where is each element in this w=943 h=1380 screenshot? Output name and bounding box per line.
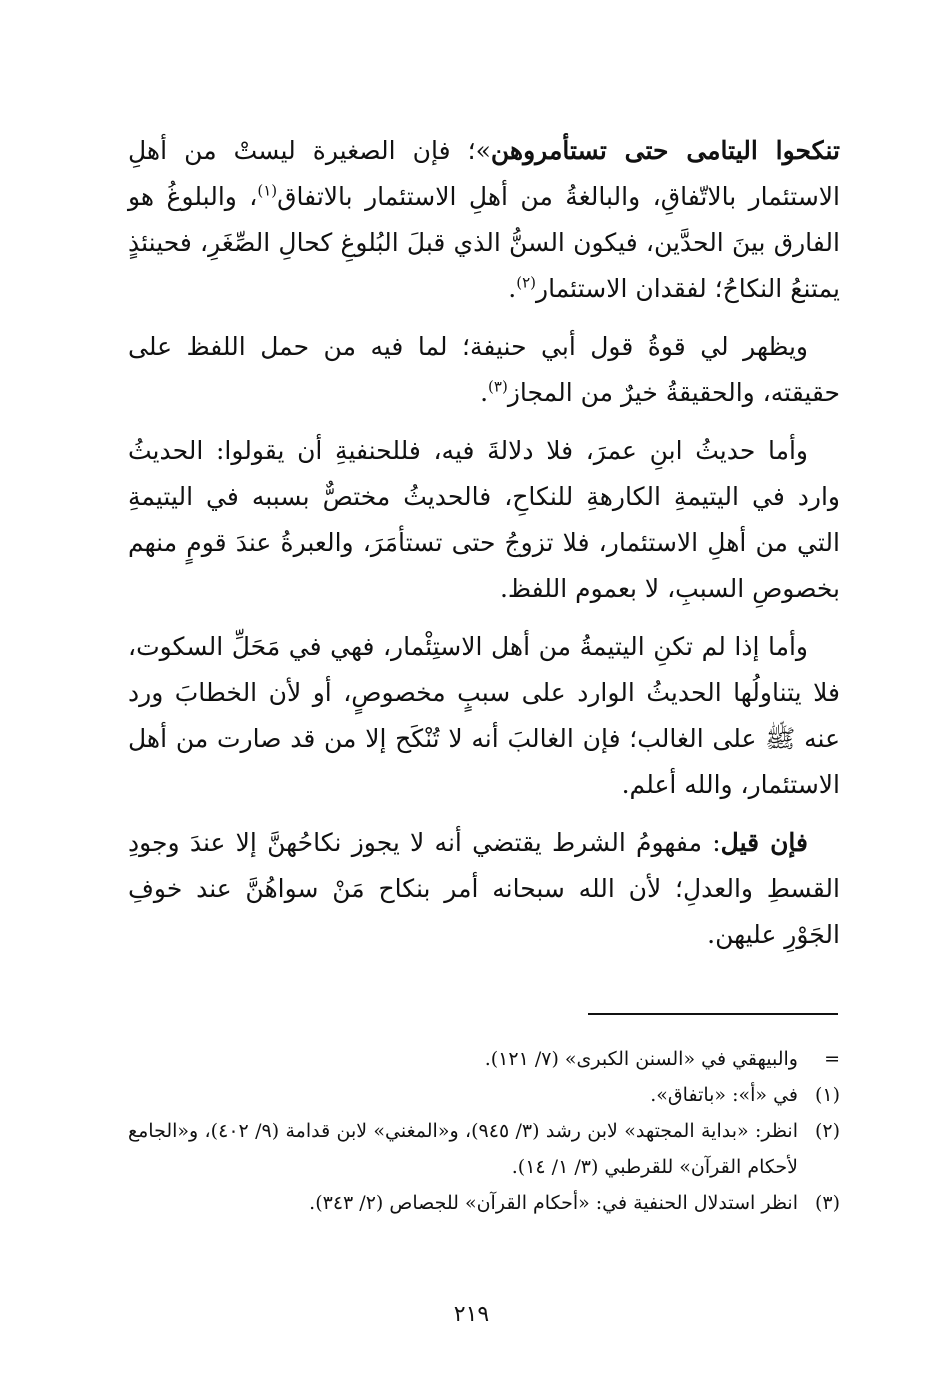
footnote-text: انظر استدلال الحنفية في: «أحكام القرآن» للجصاص (٢/ ٣٤٣).: [309, 1192, 798, 1214]
paragraph-2-text-b: .: [480, 378, 489, 407]
paragraph-1-text-c: .: [508, 274, 517, 303]
footnote-text: انظر: «بداية المجتهد» لابن رشد (٣/ ٩٤٥)، و«المغني» لابن قدامة (٩/ ٤٠٢)، و«الجامع لأحكام القرآن» للقرطبي (٣/ ١/ ١٤).: [128, 1120, 798, 1178]
paragraph-3-text: وأما حديثُ ابنِ عمرَ، فلا دلالةَ فيه، فللحنفيةِ أن يقولوا: الحديثُ وارد في اليتيمةِ الكارهةِ للنكاحِ، فالحديثُ مختصٌّ بسببه في اليتيمةِ التي من أهلِ الاستئمار، فلا تزوجُ حتى تستأمَرَ، والعبرةُ عندَ قومٍ منهم بخصوصِ السببِ، لا بعموم اللفظ.: [128, 436, 840, 603]
footnote-marker: (٢): [814, 1120, 840, 1142]
paragraph-5: [128, 820, 840, 958]
hadith-quote: تنكحوا اليتامى حتى تستأمروهن: [490, 136, 840, 165]
paragraph-1: [128, 128, 840, 312]
footnote-marker: (١): [814, 1084, 840, 1106]
paragraph-1-text-b: ، والبلوغُ هو الفارق بينَ الحدَّين، فيكون السنُّ الذي قبلَ البُلوغِ كحالِ الصِّغَرِ، فحينئذٍ يمتنعُ النكاحُ؛ لفقدان الاستئمار: [128, 182, 841, 303]
footnote-1: [128, 1077, 840, 1113]
footnote-ref-1[interactable]: (١): [257, 181, 278, 200]
paragraph-4-text: وأما إذا لم تكنِ اليتيمةُ من أهل الاستِئْمار، فهي في مَحَلِّ السكوت، فلا يتناولُها الحديثُ الوارد على سببٍ مخصوصٍ، أو لأن الخطابَ ورد عنه ﷺ على الغالب؛ فإن الغالبَ أنه لا تُنْكَح إلا من قد صارت من أهل الاستئمار، والله أعلم.: [128, 632, 840, 799]
paragraph-2: [128, 324, 840, 416]
footnote-continued: [128, 1041, 840, 1077]
paragraph-3: [128, 428, 840, 612]
footnote-ref-2[interactable]: (٢): [516, 273, 537, 292]
main-text: [128, 128, 840, 970]
footnote-text: في «أ»: «باتفاق».: [650, 1084, 798, 1106]
page-number: ٢١٩: [453, 1302, 490, 1327]
paragraph-1-text-a: »؛ فإن الصغيرة ليستْ من أهلِ الاستئمار بالاتّفاقِ، والبالغةُ من أهلِ الاستئمار بالاتفاق: [128, 136, 840, 211]
footnote-ref-3[interactable]: (٣): [488, 377, 508, 396]
footnote-separator: [588, 1013, 838, 1015]
footnote-3: [128, 1185, 840, 1221]
footnote-2: [128, 1113, 840, 1185]
footnote-text: والبيهقي في «السنن الكبرى» (٧/ ١٢١).: [484, 1048, 798, 1070]
paragraph-2-text-a: ويظهر لي قوةُ قول أبي حنيفة؛ لما فيه من حمل اللفظ على حقيقته، والحقيقةُ خيرٌ من المجاز: [128, 332, 840, 407]
paragraph-4: [128, 624, 840, 808]
footnote-marker: (٣): [814, 1192, 840, 1214]
objection-lead: فإن قيل: [720, 828, 808, 857]
paragraph-5-text: : مفهومُ الشرط يقتضي أنه لا يجوز نكاحُهنَّ إلا عندَ وجودِ القسطِ والعدلِ؛ لأن الله سبحانه أمر بنكاح مَنْ سواهُنَّ عند خوفِ الجَوْرِ عليهن.: [128, 828, 840, 949]
footnote-marker: =: [824, 1048, 840, 1070]
footnotes: [128, 1041, 840, 1221]
